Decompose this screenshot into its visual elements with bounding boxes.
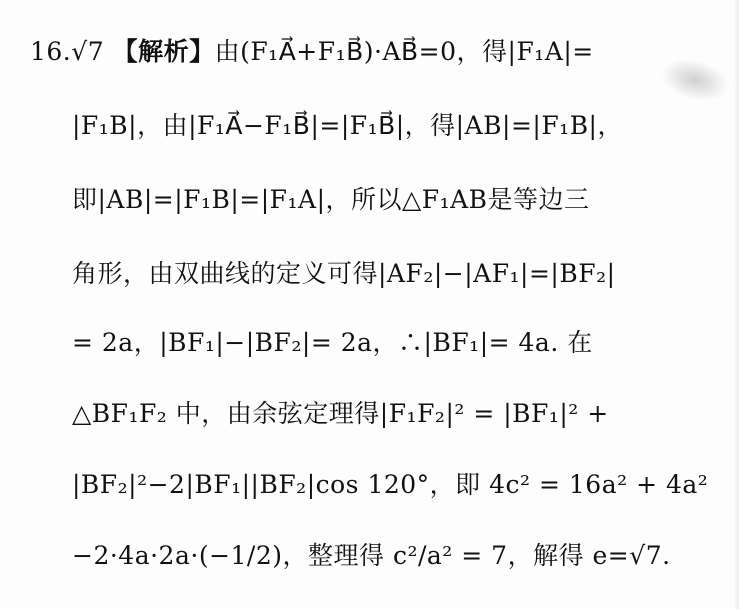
solution-text-1: 由(F₁A⃗+F₁B⃗)·AB⃗=0，得|F₁A|= bbox=[214, 37, 594, 66]
solution-line-4: 角形，由双曲线的定义可得|AF₂|−|AF₁|=|BF₂| bbox=[72, 259, 616, 288]
page-edge bbox=[733, 0, 739, 609]
solution-line-6: △BF₁F₂ 中，由余弦定理得|F₁F₂|² = |BF₁|² + bbox=[72, 399, 609, 428]
solution-line-7: |BF₂|²−2|BF₁||BF₂|cos 120°，即 4c² = 16a² + 4a² bbox=[72, 470, 709, 499]
solution-line-2: |F₁B|，由|F₁A⃗−F₁B⃗|=|F₁B⃗|，得|AB|=|F₁B|， bbox=[72, 111, 623, 140]
problem-number: 16. bbox=[30, 37, 72, 66]
analysis-tag: 【解析】 bbox=[112, 37, 215, 66]
solution-line-3: 即|AB|=|F₁B|=|F₁A|，所以△F₁AB是等边三 bbox=[72, 185, 590, 214]
scan-smudge bbox=[656, 52, 734, 109]
answer: √7 bbox=[71, 37, 105, 66]
solution-line-1 bbox=[30, 32, 594, 68]
solution-line-8: −2·4a·2a·(−1/2)，整理得 c²/a² = 7，解得 e=√7. bbox=[72, 541, 671, 570]
solution-line-5: = 2a，|BF₁|−|BF₂|= 2a，∴|BF₁|= 4a. 在 bbox=[72, 328, 593, 357]
